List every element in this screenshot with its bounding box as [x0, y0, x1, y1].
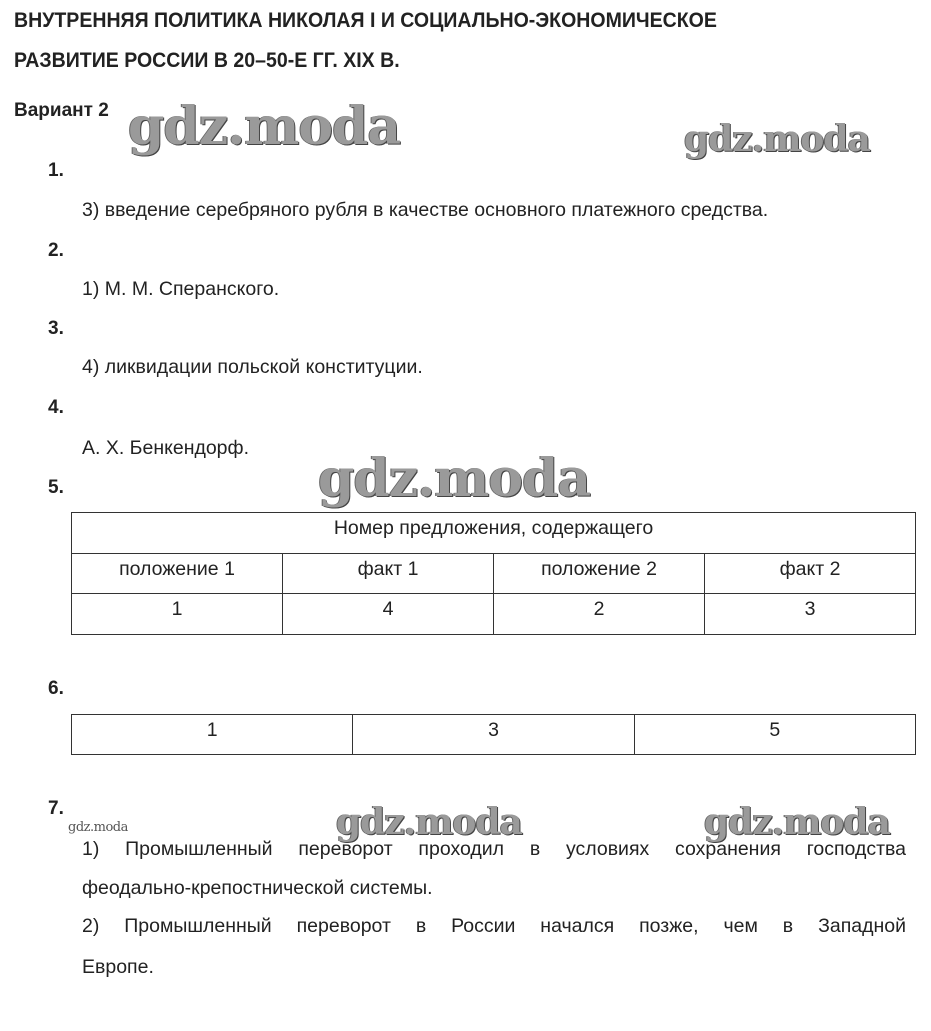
answer-7-line: 2) Промышленный переворот в России начался позже, чем в Западной [82, 915, 906, 937]
title-line-1: ВНУТРЕННЯЯ ПОЛИТИКА НИКОЛАЯ I И СОЦИАЛЬНО-ЭКОНОМИЧЕСКОЕ [14, 9, 717, 32]
column-header: факт 1 [283, 554, 494, 594]
answer-table-6 [71, 714, 916, 755]
table-cell: 1 [72, 715, 353, 755]
question-number: 5. [48, 477, 64, 498]
title-line-2: РАЗВИТИЕ РОССИИ В 20–50-Е ГГ. XIX В. [14, 49, 400, 72]
answer-7-line: Европе. [82, 956, 154, 978]
question-number: 7. [48, 798, 64, 819]
answer-table-5 [71, 512, 916, 635]
question-number: 2. [48, 240, 64, 261]
table-cell: 1 [72, 594, 283, 635]
column-header: факт 2 [705, 554, 916, 594]
answer-1: 3) введение серебряного рубля в качестве основного платежного средства. [82, 199, 769, 221]
answer-7-line: феодально-крепостнической системы. [82, 877, 433, 899]
table-cell: 2 [494, 594, 705, 635]
answer-7-line: 1) Промышленный переворот проходил в условиях сохранения господства [82, 838, 906, 860]
question-number: 4. [48, 397, 64, 418]
answer-2: 1) М. М. Сперанского. [82, 278, 280, 300]
answer-4: А. Х. Бенкендорф. [82, 437, 249, 459]
table-cell: 3 [353, 715, 634, 755]
table-cell: 3 [705, 594, 916, 635]
table-cell: 4 [283, 594, 494, 635]
answer-3: 4) ликвидации польской конституции. [82, 356, 423, 378]
watermark: gdz.moda [684, 118, 870, 160]
question-number: 1. [48, 160, 64, 181]
variant-label: Вариант 2 [14, 100, 109, 121]
table-header: Номер предложения, содержащего [72, 513, 916, 554]
watermark: gdz.moda [336, 801, 522, 843]
question-number: 6. [48, 678, 64, 699]
column-header: положение 1 [72, 554, 283, 594]
watermark: gdz.moda [128, 96, 401, 157]
column-header: положение 2 [494, 554, 705, 594]
watermark: gdz.moda [318, 448, 591, 509]
question-number: 3. [48, 318, 64, 339]
watermark: gdz.moda [704, 801, 890, 843]
table-cell: 5 [634, 715, 915, 755]
watermark-small: gdz.moda [68, 820, 128, 835]
